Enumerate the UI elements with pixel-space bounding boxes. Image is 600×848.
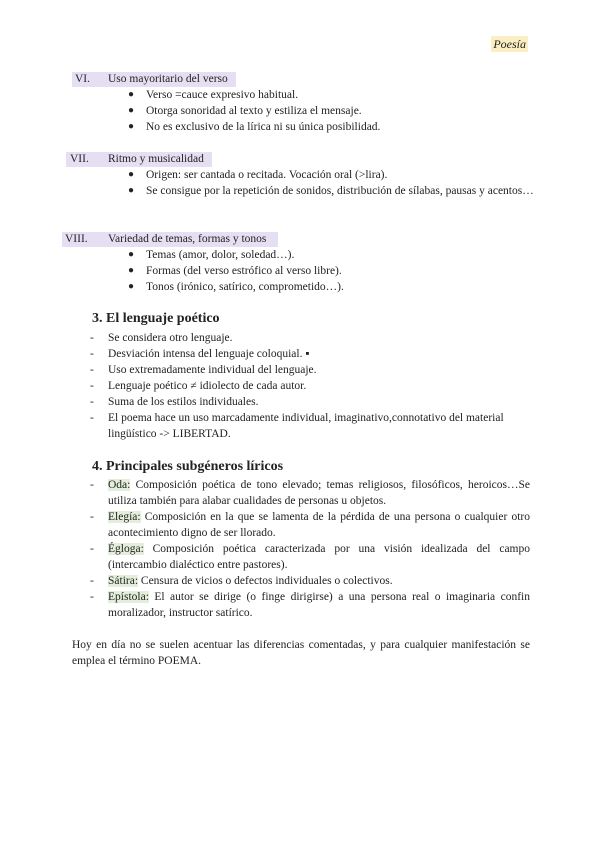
term-highlight: Sátira: — [108, 575, 139, 587]
roman-title: Variedad de temas, formas y tonos — [108, 233, 267, 245]
section-heading: 4. Principales subgéneros líricos — [92, 459, 284, 474]
dash-icon: - — [90, 412, 94, 424]
roman-heading-vii — [0, 151, 600, 167]
dash-icon: - — [90, 348, 94, 360]
header-tag: Poesía — [493, 37, 526, 51]
list-item-text: Verso =cauce expresivo habitual. — [146, 89, 299, 101]
roman-number: VI. — [75, 73, 91, 85]
list-item-text: Uso extremadamente individual del lenguaje. — [108, 364, 317, 376]
bullet-icon: ● — [128, 185, 135, 196]
dash-icon: - — [90, 396, 94, 408]
dash-icon: - — [90, 380, 94, 392]
list-item-text: Tonos (irónico, satírico, comprometido…). — [146, 281, 344, 293]
section-heading: 3. El lenguaje poético — [92, 311, 220, 326]
bullet-icon: ● — [128, 89, 135, 100]
definition-text: Composición en la que se lamenta de la pérdida de una persona o cualquier otro acontecimiento digno de ser llorado. — [108, 511, 530, 539]
list-item-text: Lenguaje poético ≠ idiolecto de cada autor. — [108, 380, 307, 392]
dash-icon: - — [90, 511, 94, 523]
dash-icon: - — [90, 332, 94, 344]
term-highlight: Oda: — [108, 479, 131, 491]
dash-icon: - — [90, 543, 94, 555]
definition-text: Censura de vicios o defectos individuales o colectivos. — [138, 575, 393, 587]
bullet-icon: ● — [128, 169, 135, 180]
definition-text: Composición poética caracterizada por una visión idealizada del campo (intercambio dialéctico entre pastores). — [108, 543, 530, 571]
dash-icon: - — [90, 575, 94, 587]
list-item-text: Origen: ser cantada o recitada. Vocación oral (>lira). — [146, 169, 388, 181]
bullet-icon: ● — [128, 105, 135, 116]
closing-paragraph: Hoy en día no se suelen acentuar las diferencias comentadas, y para cualquier manifestación se emplea el término POEMA. — [72, 639, 530, 667]
term-highlight: Égloga: — [108, 543, 144, 555]
term-highlight: Elegía: — [108, 511, 141, 523]
list-item-text: El poema hace un uso marcadamente individual, imaginativo,connotativo del material lingüístico -> LIBERTAD. — [108, 412, 504, 440]
roman-heading-viii — [0, 231, 600, 247]
roman-number: VII. — [70, 153, 89, 165]
dash-icon: - — [90, 591, 94, 603]
list-item-text: Temas (amor, dolor, soledad…). — [146, 249, 295, 261]
list-item-text: Otorga sonoridad al texto y estiliza el mensaje. — [146, 105, 362, 117]
bullet-icon: ● — [128, 265, 135, 276]
roman-title: Ritmo y musicalidad — [108, 153, 204, 165]
dash-icon: - — [90, 479, 94, 491]
list-item-text: Se considera otro lenguaje. — [108, 332, 233, 344]
list-item-text: Desviación intensa del lenguaje coloquial. ▪ — [108, 348, 310, 360]
list-item-text: No es exclusivo de la lírica ni su única posibilidad. — [146, 121, 381, 133]
list-item-text: Se consigue por la repetición de sonidos, distribución de sílabas, pausas y acentos… — [146, 185, 534, 197]
roman-title: Uso mayoritario del verso — [108, 73, 228, 85]
definition-text: Composición poética de tono elevado; temas religiosos, filosóficos, heroicos…Se utiliza también para alabar cualidades de personas u objetos. — [108, 479, 530, 507]
bullet-icon: ● — [128, 121, 135, 132]
definition-text: El autor se dirige (o finge dirigirse) a una persona real o imaginaria confin moralizador, instructor satírico. — [108, 591, 530, 619]
dash-icon: - — [90, 364, 94, 376]
roman-heading-vi — [0, 71, 600, 87]
list-item-text: Suma de los estilos individuales. — [108, 396, 259, 408]
bullet-icon: ● — [128, 281, 135, 292]
list-item-text: Formas (del verso estrófico al verso libre). — [146, 265, 342, 277]
roman-number: VIII. — [65, 233, 88, 245]
bullet-icon: ● — [128, 249, 135, 260]
term-highlight: Epístola: — [108, 591, 149, 603]
